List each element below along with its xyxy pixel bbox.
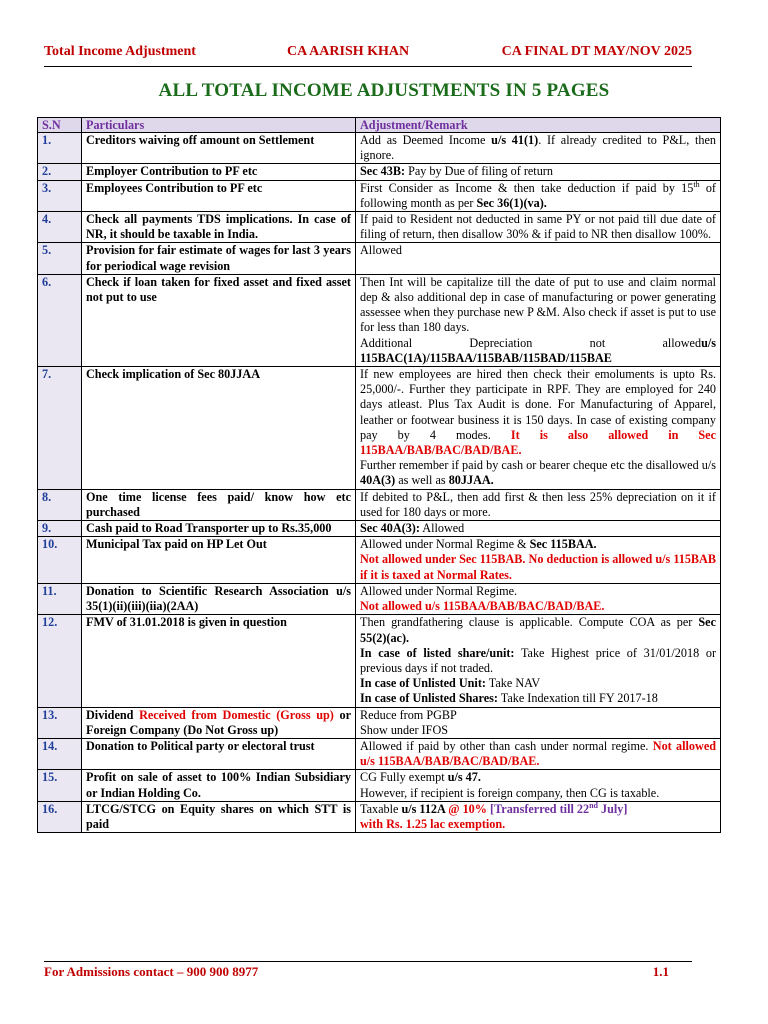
row-number: 2. bbox=[38, 164, 82, 180]
row-particulars: Check if loan taken for fixed asset and fixed asset not put to use bbox=[82, 274, 356, 366]
row-number: 11. bbox=[38, 583, 82, 614]
table-header-row bbox=[38, 118, 721, 133]
adjustments-table bbox=[37, 117, 721, 833]
row-particulars: Employees Contribution to PF etc bbox=[82, 180, 356, 211]
table-row bbox=[38, 707, 721, 738]
page-footer bbox=[44, 964, 669, 980]
row-number: 9. bbox=[38, 521, 82, 537]
row-number: 14. bbox=[38, 738, 82, 769]
row-number: 12. bbox=[38, 615, 82, 707]
row-remark: Add as Deemed Income u/s 41(1). If already credited to P&L, then ignore. bbox=[356, 133, 721, 164]
table-row bbox=[38, 738, 721, 769]
row-remark: Then grandfathering clause is applicable. Compute COA as per Sec 55(2)(ac). In case of listed share/unit: Take Highest price of 31/01/2018 or previous days if not traded. In case of Unlisted Unit: Take NAV In case of Unlisted Shares: Take Indexation till FY 2017-18 bbox=[356, 615, 721, 707]
row-particulars: Profit on sale of asset to 100% Indian Subsidiary or Indian Holding Co. bbox=[82, 770, 356, 801]
column-header-remark: Adjustment/Remark bbox=[356, 118, 721, 133]
header-left: Total Income Adjustment bbox=[44, 44, 196, 59]
header-right: CA FINAL DT MAY/NOV 2025 bbox=[501, 44, 692, 59]
row-particulars: Municipal Tax paid on HP Let Out bbox=[82, 537, 356, 584]
table-row bbox=[38, 615, 721, 707]
row-particulars: Donation to Political party or electoral trust bbox=[82, 738, 356, 769]
table-row bbox=[38, 583, 721, 614]
row-particulars: Check implication of Sec 80JJAA bbox=[82, 367, 356, 490]
row-particulars: Provision for fair estimate of wages for last 3 years for periodical wage revision bbox=[82, 243, 356, 274]
row-remark: Allowed bbox=[356, 243, 721, 274]
row-remark: If paid to Resident not deducted in same PY or not paid till due date of filing of return, then disallow 30% & if paid to NR then disallow 100%. bbox=[356, 212, 721, 243]
row-number: 6. bbox=[38, 274, 82, 366]
row-number: 3. bbox=[38, 180, 82, 211]
table-row bbox=[38, 770, 721, 801]
row-remark: Then Int will be capitalize till the date of put to use and claim normal dep & also additional dep in case of manufacturing or power generating assessee when they purchase new P &M. Also check if asset is put to use for less than 180 days. Additional Depreciation not allowed u/s 115BAC(1A)/115BAA/115BAB/115BAD/115BAE bbox=[356, 274, 721, 366]
row-number: 7. bbox=[38, 367, 82, 490]
table-row bbox=[38, 212, 721, 243]
page-number: 1.1 bbox=[652, 964, 669, 979]
row-number: 1. bbox=[38, 133, 82, 164]
row-particulars: Check all payments TDS implications. In case of NR, it should be taxable in India. bbox=[82, 212, 356, 243]
row-particulars: LTCG/STCG on Equity shares on which STT is paid bbox=[82, 801, 356, 832]
row-remark: Allowed under Normal Regime & Sec 115BAA. Not allowed under Sec 115BAB. No deduction is allowed u/s 115BAB if it is taxed at Normal Rates. bbox=[356, 537, 721, 584]
row-number: 15. bbox=[38, 770, 82, 801]
table-row bbox=[38, 537, 721, 584]
table-row bbox=[38, 801, 721, 832]
footer-divider bbox=[44, 961, 692, 962]
row-remark: Taxable u/s 112A @ 10% [Transferred till 22nd July] with Rs. 1.25 lac exemption. bbox=[356, 801, 721, 832]
header-divider bbox=[44, 66, 692, 67]
row-particulars: FMV of 31.01.2018 is given in question bbox=[82, 615, 356, 707]
row-remark: Allowed under Normal Regime. Not allowed u/s 115BAA/BAB/BAC/BAD/BAE. bbox=[356, 583, 721, 614]
row-number: 16. bbox=[38, 801, 82, 832]
row-particulars: Donation to Scientific Research Association u/s 35(1)(ii)(iii)(iia)(2AA) bbox=[82, 583, 356, 614]
row-number: 13. bbox=[38, 707, 82, 738]
row-remark: Allowed if paid by other than cash under normal regime. Not allowed u/s 115BAA/BAB/BAC/BAD/BAE. bbox=[356, 738, 721, 769]
column-header-particulars: Particulars bbox=[82, 118, 356, 133]
row-particulars: Employer Contribution to PF etc bbox=[82, 164, 356, 180]
row-number: 8. bbox=[38, 489, 82, 520]
table-row bbox=[38, 133, 721, 164]
page-title: ALL TOTAL INCOME ADJUSTMENTS IN 5 PAGES bbox=[158, 80, 610, 101]
row-particulars: Creditors waiving off amount on Settlement bbox=[82, 133, 356, 164]
table-row bbox=[38, 521, 721, 537]
page-header bbox=[44, 44, 692, 62]
row-number: 5. bbox=[38, 243, 82, 274]
row-number: 10. bbox=[38, 537, 82, 584]
row-particulars: Dividend Received from Domestic (Gross up) or Foreign Company (Do Not Gross up) bbox=[82, 707, 356, 738]
row-remark: Reduce from PGBP Show under IFOS bbox=[356, 707, 721, 738]
table-row bbox=[38, 243, 721, 274]
footer-contact: For Admissions contact – 900 900 8977 bbox=[44, 964, 259, 979]
table-row bbox=[38, 367, 721, 490]
row-particulars: Cash paid to Road Transporter up to Rs.35,000 bbox=[82, 521, 356, 537]
header-center: CA AARISH KHAN bbox=[287, 44, 410, 59]
row-remark: CG Fully exempt u/s 47. However, if recipient is foreign company, then CG is taxable. bbox=[356, 770, 721, 801]
row-remark: If new employees are hired then check their emoluments is upto Rs. 25,000/-. Further they participate in RPF. They are employed for 240 days atleast. Plus Tax Audit is done. For Manufacturing of Apparel, leather or footwear business it is 150 days. In case of existing company pay by 4 modes. It is also allowed in Sec 115BAA/BAB/BAC/BAD/BAE. Further remember if paid by cash or bearer cheque etc the disallowed u/s 40A(3) as well as 80JJAA. bbox=[356, 367, 721, 490]
row-remark: Sec 40A(3): Allowed bbox=[356, 521, 721, 537]
table-row bbox=[38, 489, 721, 520]
table-row bbox=[38, 180, 721, 211]
row-remark: If debited to P&L, then add first & then less 25% depreciation on it if used for 180 days or more. bbox=[356, 489, 721, 520]
row-particulars: One time license fees paid/ know how etc purchased bbox=[82, 489, 356, 520]
row-remark: Sec 43B: Pay by Due of filing of return bbox=[356, 164, 721, 180]
column-header-sn: S.N bbox=[38, 118, 82, 133]
table-row bbox=[38, 164, 721, 180]
row-number: 4. bbox=[38, 212, 82, 243]
row-remark: First Consider as Income & then take deduction if paid by 15th of following month as per Sec 36(1)(va). bbox=[356, 180, 721, 211]
table-row bbox=[38, 274, 721, 366]
